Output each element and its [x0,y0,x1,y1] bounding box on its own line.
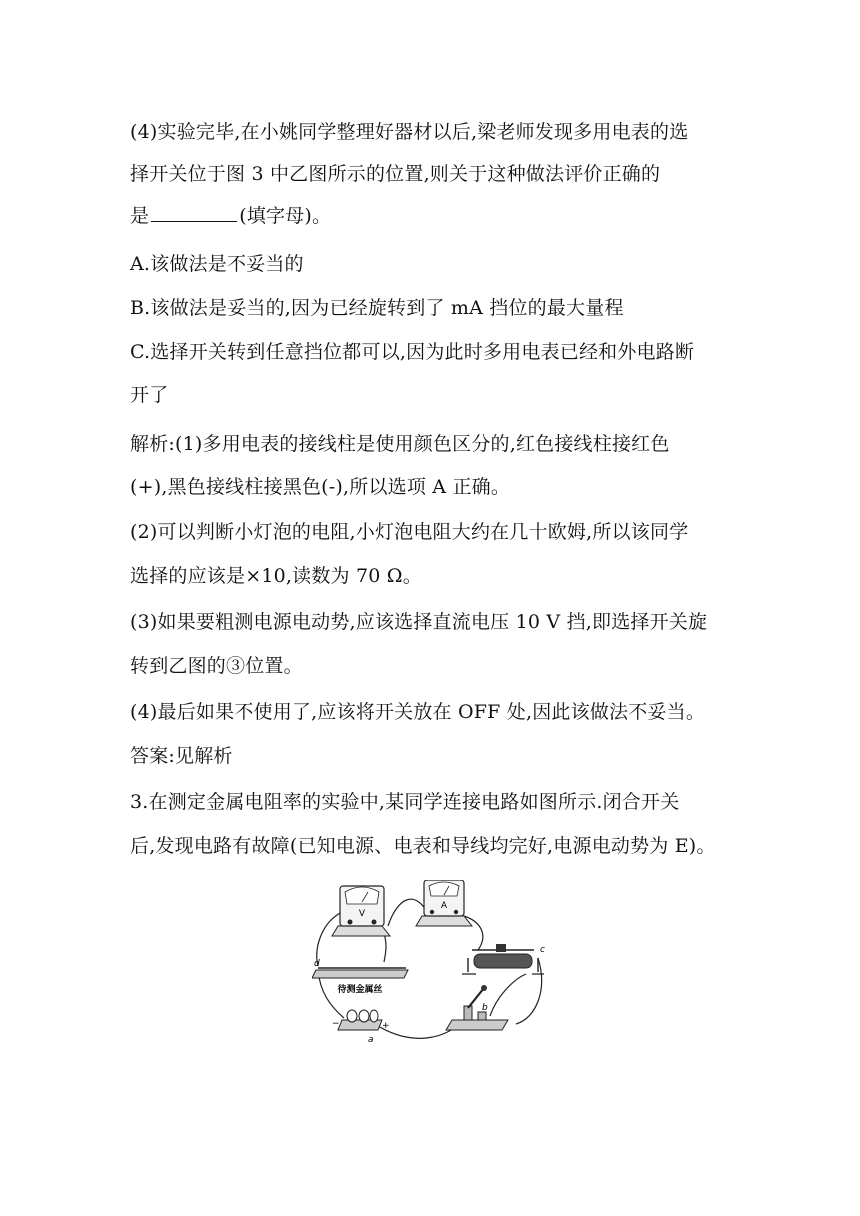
voltmeter-label: V [358,909,366,919]
analysis-line-7: (4)最后如果不使用了,应该将开关放在 OFF 处,因此该做法不妥当。 [130,701,706,723]
option-a: A.该做法是不妥当的 [130,253,304,275]
analysis-line-6: 转到乙图的③位置。 [130,655,303,677]
q4-line-2: 择开关位于图 3 中乙图所示的位置,则关于这种做法评价正确的 [130,163,661,185]
analysis-line-2: (+),黑色接线柱接黑色(-),所以选项 A 正确。 [130,476,511,498]
label-c: c [540,945,545,955]
ammeter [416,880,472,926]
analysis-line-1: 解析:(1)多用电表的接线柱是使用颜色区分的,红色接线柱接红色 [130,433,670,455]
voltmeter [332,886,390,936]
label-a: a [368,1035,374,1045]
rheostat [462,944,544,974]
q3-line-2: 后,发现电路有故障(已知电源、电表和导线均完好,电源电动势为 E)。 [130,835,716,857]
q4-line-1: (4)实验完毕,在小姚同学整理好器材以后,梁老师发现多用电表的选 [130,121,689,143]
analysis-line-4: 选择的应该是×10,读数为 70 Ω。 [130,565,422,587]
metal-wire-board [312,968,408,995]
q3-line-1: 3.在测定金属电阻率的实验中,某同学连接电路如图所示.闭合开关 [130,791,680,813]
battery [338,1010,382,1030]
circuit-figure [312,880,548,1045]
answer-line: 答案:见解析 [130,745,233,767]
option-c-line-2: 开了 [130,384,169,406]
option-b: B.该做法是妥当的,因为已经旋转到了 mA 挡位的最大量程 [130,297,624,319]
q4-line-3 [130,202,331,230]
analysis-line-5: (3)如果要粗测电源电动势,应该选择直流电压 10 V 挡,即选择开关旋 [130,611,708,633]
label-b: b [482,1003,488,1013]
switch [446,985,508,1030]
wire-caption: 待测金属丝 [337,985,383,995]
q4-line-3-before: 是 [130,205,150,227]
option-c-line-1: C.选择开关转到任意挡位都可以,因为此时多用电表已经和外电路断 [130,341,695,363]
ammeter-label: A [440,901,448,911]
battery-plus: + [382,1021,390,1031]
analysis-line-3: (2)可以判断小灯泡的电阻,小灯泡电阻大约在几十欧姆,所以该同学 [130,521,689,543]
q4-line-3-after: (填字母)。 [239,205,332,227]
battery-minus: − [332,1019,340,1029]
answer-blank [151,203,237,222]
label-d: d [314,959,320,969]
